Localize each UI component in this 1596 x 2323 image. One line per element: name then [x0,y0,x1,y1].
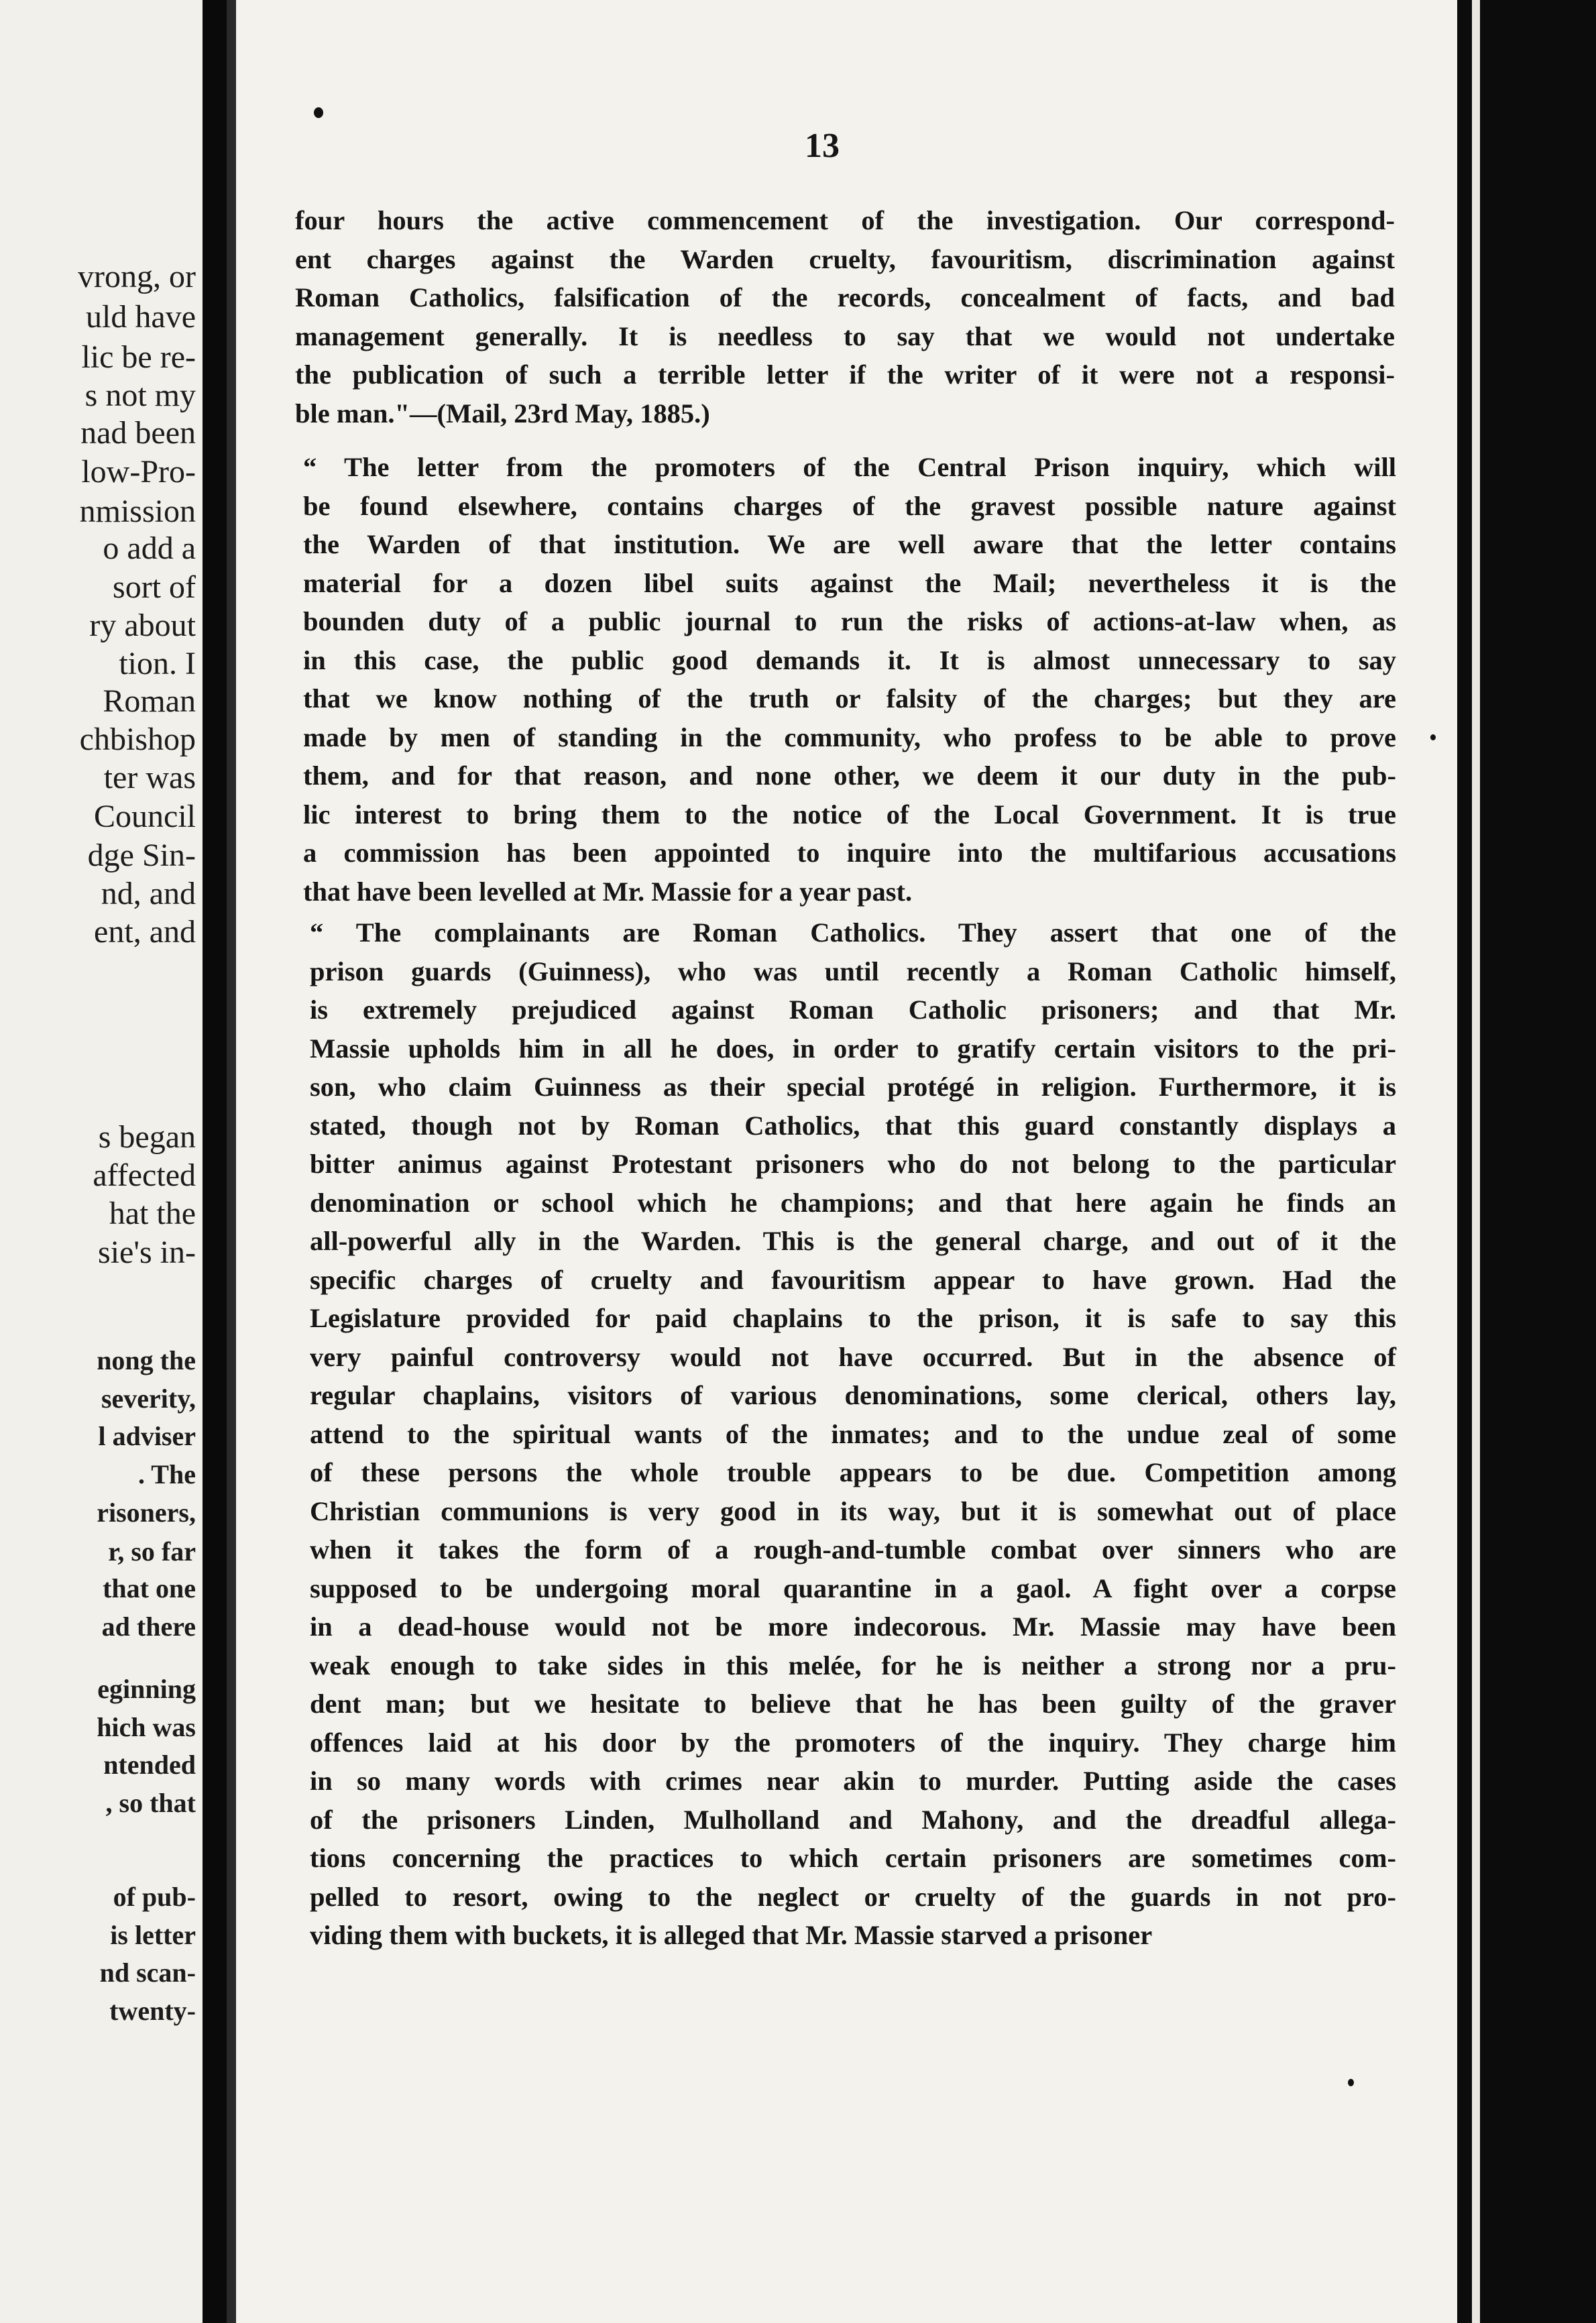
text-line: attend to the spiritual wants of the inmates; and to the undue zeal of some [310,1418,1396,1449]
page-number: 13 [805,127,840,165]
text-line: is extremely prejudiced against Roman Catholic prisoners; and that Mr. [310,995,1396,1025]
facing-page-line: tion. I [119,646,196,681]
text-line: Roman Catholics, falsification of the records, concealment of facts, and bad [295,282,1395,313]
facing-page-line: , so that [105,1788,196,1818]
facing-page-line: ad there [101,1611,196,1642]
text-line: regular chaplains, visitors of various denominations, some clerical, others lay, [310,1380,1396,1410]
text-line: Massie upholds him in all he does, in order to gratify certain visitors to the pri- [310,1033,1396,1064]
facing-page-line: s not my [84,378,196,413]
text-line: made by men of standing in the community, who profess to be able to prove [303,722,1396,752]
facing-page-line: twenty- [109,1996,196,2026]
paragraph-2 [303,448,1396,911]
facing-page-line: r, so far [108,1536,196,1567]
ink-spot [1348,2079,1354,2086]
text-line: the publication of such a terrible letter if the writer of it were not a responsi- [295,359,1395,390]
text-line: pelled to resort, owing to the neglect or cruelty of the guards in not pro- [310,1881,1396,1912]
text-line: viding them with buckets, it is alleged that Mr. Massie starved a prisoner [310,1920,1153,1950]
facing-page-line: risoners, [97,1497,196,1528]
text-line: in this case, the public good demands it. It is almost unnecessary to say [303,644,1396,675]
page-edge-strip [1472,0,1480,2323]
facing-page-line: ter was [103,760,196,795]
facing-page-line: nong the [97,1345,196,1375]
text-line: all-powerful ally in the Warden. This is the general charge, and out of it the [310,1226,1396,1256]
facing-page-line: lic be re- [81,339,196,375]
facing-page-line: of pub- [113,1882,196,1912]
text-line: four hours the active commencement of the investigation. Our correspond- [295,205,1395,235]
text-line: them, and for that reason, and none other, we deem it our duty in the pub- [303,760,1396,791]
facing-page-line: hich was [97,1712,196,1742]
facing-page-line: dge Sin- [87,838,196,873]
text-line: “ The letter from the promoters of the Central Prison inquiry, which will [303,452,1396,482]
text-line: in so many words with crimes near akin to murder. Putting aside the cases [310,1766,1396,1796]
facing-page-line: uld have [86,299,196,335]
facing-page-line: sie's in- [98,1235,196,1270]
facing-page-line: eginning [97,1674,196,1704]
facing-page-line: hat the [109,1196,196,1231]
facing-page-line: nmission [79,494,196,529]
text-line: stated, though not by Roman Catholics, that this guard constantly displays a [310,1110,1396,1141]
text-line: ble man."—(Mail, 23rd May, 1885.) [295,398,710,429]
text-line: “ The complainants are Roman Catholics. They assert that one of the [310,917,1396,948]
text-line: be found elsewhere, contains charges of the gravest possible nature against [303,490,1396,521]
book-gutter [203,0,227,2323]
ink-spot [1430,734,1436,740]
facing-page-line: o add a [103,530,196,566]
text-line: when it takes the form of a rough-and-tumble combat over sinners who are [310,1534,1396,1565]
facing-page-line: Roman [103,683,196,719]
text-line: material for a dozen libel suits against the Mail; nevertheless it is the [303,567,1396,598]
text-line: the Warden of that institution. We are well aware that the letter contains [303,529,1396,559]
text-line: a commission has been appointed to inquire into the multifarious accusations [303,838,1396,868]
text-line: lic interest to bring them to the notice of the Local Government. It is true [303,799,1396,830]
facing-page-line: s began [98,1119,196,1155]
text-line: Christian communions is very good in its way, but it is somewhat out of place [310,1495,1396,1526]
facing-page-line: nad been [80,415,196,451]
text-line: bounden duty of a public journal to run the risks of actions-at-law when, as [303,606,1396,636]
facing-page-fragment [0,0,203,2323]
text-line: ent charges against the Warden cruelty, favouritism, discrimination against [295,243,1395,274]
facing-page-line: severity, [101,1383,196,1414]
facing-page-line: sort of [113,569,196,605]
paragraph-1 [295,201,1395,433]
facing-page-line: affected [93,1157,196,1193]
ink-spot [314,107,323,118]
text-line: denomination or school which he champions; and that here again he finds an [310,1187,1396,1218]
text-line: tions concerning the practices to which certain prisoners are sometimes com- [310,1843,1396,1873]
text-line: offences laid at his door by the promoters of the inquiry. They charge him [310,1727,1396,1758]
text-line: specific charges of cruelty and favouritism appear to have grown. Had the [310,1264,1396,1295]
text-line: management generally. It is needless to say that we would not undertake [295,321,1395,351]
text-line: supposed to be undergoing moral quarantine in a gaol. A fight over a corpse [310,1573,1396,1603]
facing-page-line: ent, and [94,914,196,950]
text-line: son, who claim Guinness as their special protégé in religion. Furthermore, it is [310,1072,1396,1102]
facing-page-line: is letter [110,1920,196,1950]
text-line: of the prisoners Linden, Mulholland and Mahony, and the dreadful allega- [310,1804,1396,1835]
text-line: in a dead-house would not be more indecorous. Mr. Massie may have been [310,1611,1396,1642]
facing-page-line: ntended [103,1750,196,1780]
facing-page-line: . The [138,1459,196,1489]
facing-page-line: chbishop [79,722,196,757]
facing-page-line: low-Pro- [81,454,196,490]
facing-page-line: nd scan- [99,1958,196,1988]
facing-page-line: l adviser [98,1421,196,1451]
facing-page-line: ry about [89,608,196,643]
facing-page-line: Council [94,799,196,834]
text-line: dent man; but we hesitate to believe that he has been guilty of the graver [310,1689,1396,1719]
text-line: that have been levelled at Mr. Massie for a year past. [303,876,913,907]
paragraph-3 [310,913,1396,1955]
text-line: very painful controversy would not have occurred. But in the absence of [310,1341,1396,1372]
facing-page-line: that one [103,1573,196,1603]
text-line: bitter animus against Protestant prisoners who do not belong to the particular [310,1149,1396,1179]
text-line: of these persons the whole trouble appears to be due. Competition among [310,1457,1396,1487]
facing-page-line: nd, and [101,876,196,911]
text-line: prison guards (Guinness), who was until recently a Roman Catholic himself, [310,956,1396,986]
text-line: Legislature provided for paid chaplains to the prison, it is safe to say this [310,1303,1396,1333]
text-line: weak enough to take sides in this melée, for he is neither a strong nor a pru- [310,1650,1396,1681]
text-line: that we know nothing of the truth or falsity of the charges; but they are [303,683,1396,714]
facing-page-line: vrong, or [78,259,196,294]
